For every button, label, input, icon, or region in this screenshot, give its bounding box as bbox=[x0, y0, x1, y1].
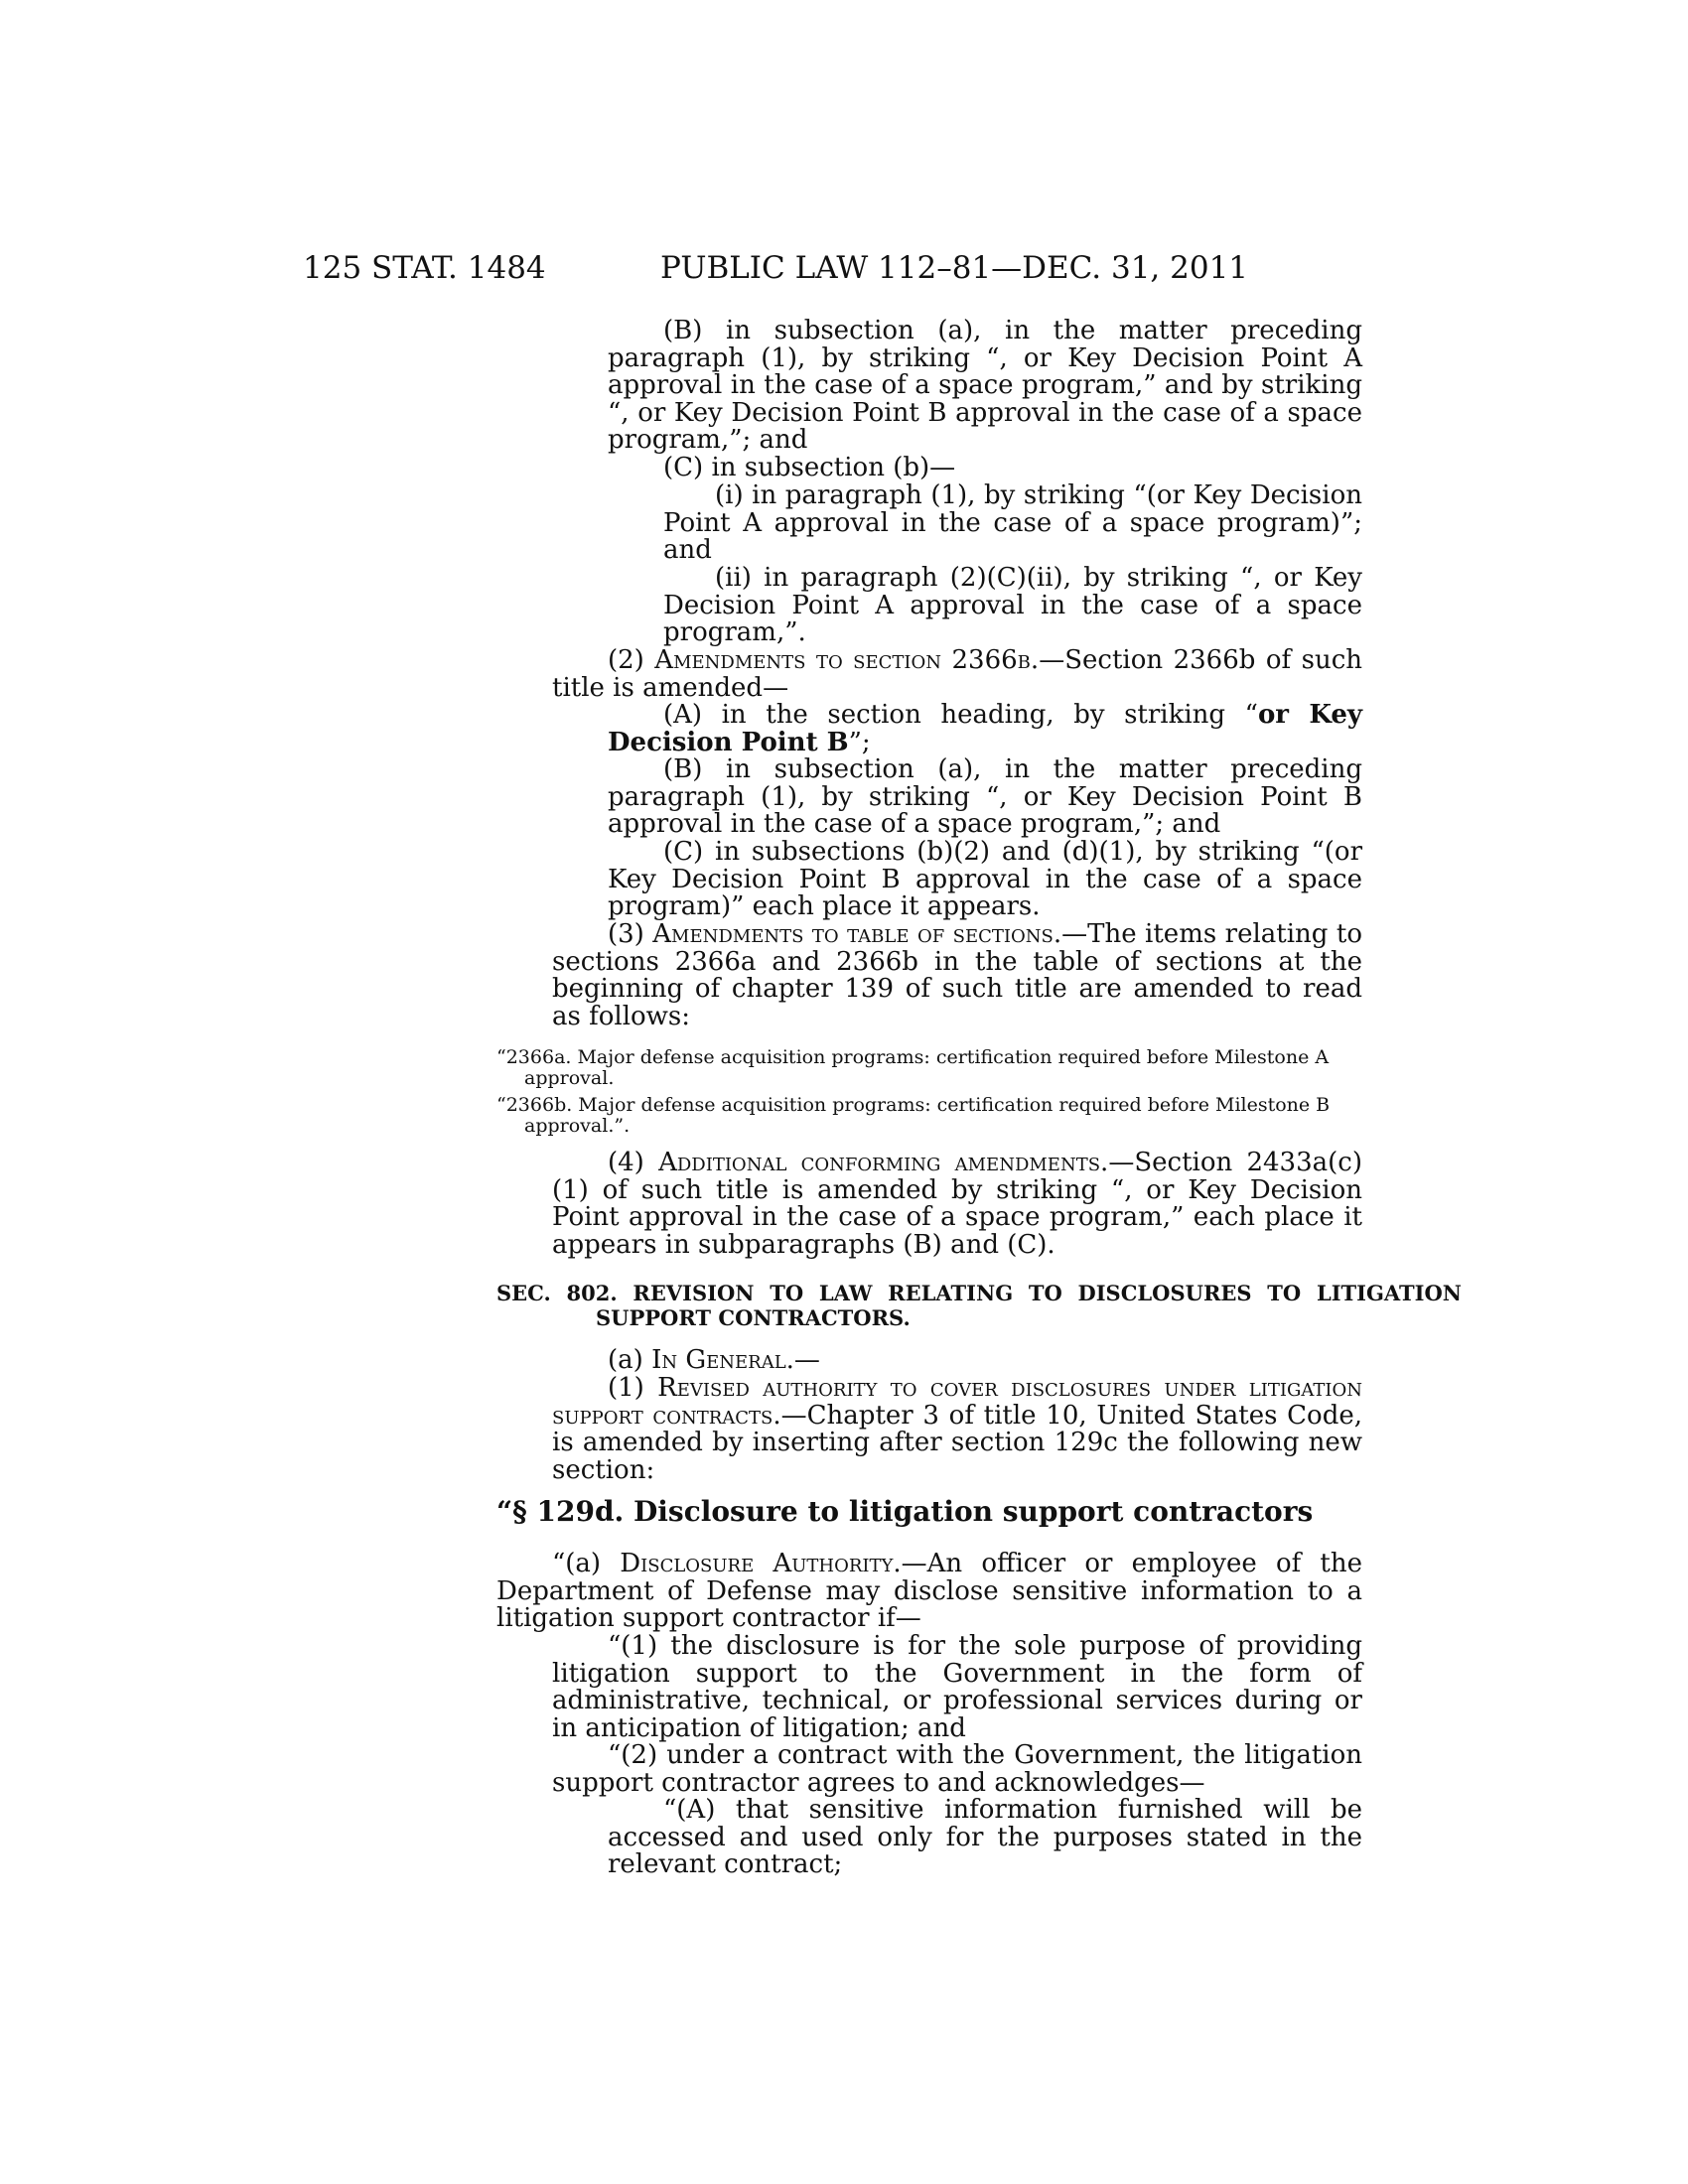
subsection-129d-a bbox=[496, 1551, 1362, 1633]
paragraph-b1: (B) in subsection (a), in the matter preceding paragraph (1), by striking “, or Key Decision Point A approval in the case of a space program,” and by striking “, or Key Decision Point B approval in the case of a space program,”; and bbox=[608, 316, 1362, 456]
paragraph-3 bbox=[552, 921, 1362, 1030]
paragraph-129d-1: “(1) the disclosure is for the sole purpose of providing litigation support to the Government in the form of administrative, technical, or professional services during or in anticipation of litigation; and bbox=[552, 1631, 1362, 1743]
paragraph-129d-2-A: “(A) that sensitive information furnished will be accessed and used only for the purposes stated in the relevant contract; bbox=[608, 1795, 1362, 1880]
toc-entry-2366b: “2366b. Major defense acquisition programs: certification required before Milestone B approval.”. bbox=[496, 1094, 1331, 1137]
paragraph-4-heading: (4) Additional conforming amendments. bbox=[608, 1148, 1109, 1177]
paragraph-c2: (C) in subsections (b)(2) and (d)(1), by striking “(or Key Decision Point B approval in the case of a space program)” each place it appears. bbox=[608, 837, 1362, 922]
revised-authority-heading: (1) Revised authority to cover disclosures under litigation support contracts. bbox=[552, 1373, 1362, 1431]
subsection-a-dash: — bbox=[793, 1345, 820, 1375]
paragraph-a2 bbox=[608, 702, 1362, 756]
paragraph-4 bbox=[552, 1150, 1362, 1259]
paragraph-3-text: —The items relating to sections 2366a and 2366b in the table of sections at the beginning of chapter 139 of such title are amended to read as follows: bbox=[552, 919, 1362, 1031]
section-802-heading: SEC. 802. REVISION TO LAW RELATING TO DISCLOSURES TO LITIGATION SUPPORT CONTRACTORS. bbox=[496, 1281, 1462, 1330]
running-header bbox=[303, 250, 1375, 290]
public-law-title: PUBLIC LAW 112–81—DEC. 31, 2011 bbox=[660, 250, 1249, 286]
disclosure-authority-heading: Disclosure Authority. bbox=[620, 1549, 902, 1578]
paragraph-a2-end: ”; bbox=[848, 727, 871, 757]
paragraph-3-heading: (3) Amendments to table of sections. bbox=[608, 919, 1062, 949]
paragraph-129d-2: “(2) under a contract with the Government, the litigation support contractor agrees to and acknowledges— bbox=[552, 1740, 1362, 1798]
subsection-a-label: (a) bbox=[608, 1345, 652, 1375]
section-129d-heading: “§ 129d. Disclosure to litigation support contractors bbox=[496, 1495, 1314, 1528]
revised-authority-text: —Chapter 3 of title 10, United States Code, is amended by inserting after section 129c the following new section: bbox=[552, 1400, 1362, 1485]
struck-heading-text: or Key Decision Point B bbox=[608, 700, 1362, 757]
toc-entry-2366a: “2366a. Major defense acquisition programs: certification required before Milestone A approval. bbox=[496, 1046, 1330, 1089]
paragraph-2 bbox=[552, 647, 1362, 702]
subsection-129d-a-label: “(a) bbox=[552, 1549, 621, 1578]
paragraph-c1-i: (i) in paragraph (1), by striking “(or Key Decision Point A approval in the case of a space program)”; and bbox=[663, 480, 1362, 566]
paragraph-2-heading: (2) Amendments to section 2366b. bbox=[608, 645, 1040, 675]
statute-page-number: 125 STAT. 1484 bbox=[303, 250, 546, 286]
paragraph-2-text: —Section 2366b of such title is amended— bbox=[552, 645, 1362, 703]
paragraph-revised-authority bbox=[552, 1375, 1362, 1484]
subsection-a-heading: In General. bbox=[651, 1345, 794, 1375]
paragraph-4-text: —Section 2433a(c)(1) of such title is amended by striking “, or Key Decision Point approval in the case of a space program,” each place it appears in subparagraphs (B) and (C). bbox=[552, 1148, 1362, 1260]
paragraph-c1-ii: (ii) in paragraph (2)(C)(ii), by striking “, or Key Decision Point A approval in the case of a space program,”. bbox=[663, 563, 1362, 648]
disclosure-authority-text: —An officer or employee of the Department of Defense may disclose sensitive information to a litigation support contractor if— bbox=[496, 1549, 1362, 1634]
paragraph-a2-text: (A) in the section heading, by striking “ bbox=[663, 700, 1258, 730]
paragraph-c1: (C) in subsection (b)— bbox=[663, 453, 956, 482]
paragraph-b2: (B) in subsection (a), in the matter preceding paragraph (1), by striking “, or Key Decision Point B approval in the case of a space program,”; and bbox=[608, 754, 1362, 840]
subsection-a-in-general bbox=[552, 1347, 1362, 1375]
